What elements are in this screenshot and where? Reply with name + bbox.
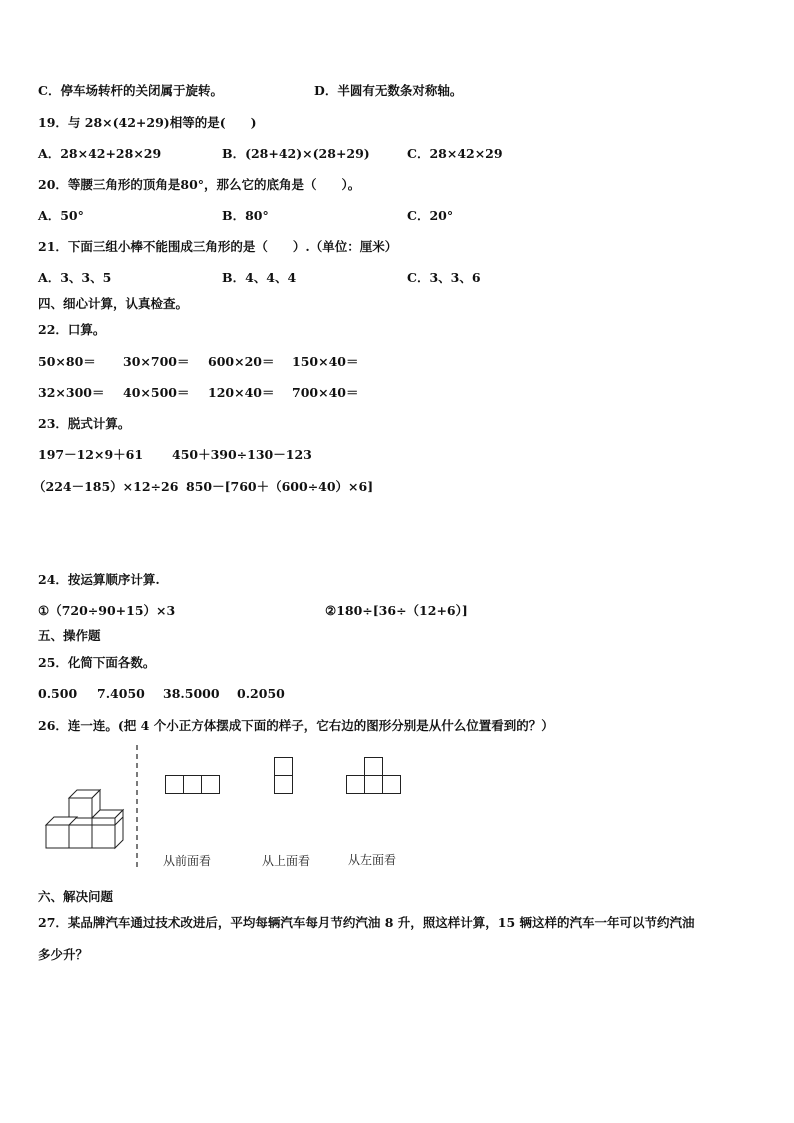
q23-item: 850－[760＋（600÷40）×6] — [186, 479, 374, 494]
q27-text-line-2: 多少升？ — [38, 947, 89, 962]
section-4-heading: 四、细心计算，认真检查。 — [38, 296, 189, 311]
q23-item: 450＋390÷130－123 — [172, 447, 312, 462]
q24-item-1: ①（720÷90+15）×3 — [38, 603, 176, 618]
q22-stem: 22．口算。 — [38, 322, 106, 337]
view-figure-2[interactable] — [274, 757, 294, 795]
q25-number: 0.500 — [38, 686, 78, 701]
q24-item-2: ②180÷[36÷（12+6）] — [325, 603, 468, 618]
q25-number: 7.4050 — [97, 686, 145, 701]
q22-item: 32×300＝ — [38, 385, 105, 400]
q20-stem: 20．等腰三角形的顶角是80°，那么它的底角是（ ）。 — [38, 177, 361, 192]
q21-option-a: A．3、3、5 — [38, 270, 112, 285]
q21-option-b: B．4、4、4 — [222, 270, 297, 285]
q20-option-a: A．50° — [38, 208, 84, 223]
q22-item: 700×40＝ — [292, 385, 359, 400]
q25-number: 38.5000 — [163, 686, 220, 701]
q22-item: 50×80＝ — [38, 354, 96, 369]
q23-item: （224－185）×12÷26 — [33, 479, 179, 494]
dashed-divider — [135, 745, 139, 867]
q25-number: 0.2050 — [237, 686, 285, 701]
view-figure-3[interactable] — [346, 757, 402, 795]
view-label-left[interactable]: 从左面看 — [348, 853, 397, 867]
q23-item: 197－12×9＋61 — [38, 447, 144, 462]
q19-option-a: A．28×42+28×29 — [38, 146, 162, 161]
q27-text-line-1: 27．某品牌汽车通过技术改进后，平均每辆汽车每月节约汽油 8 升，照这样计算，15 辆这样的汽车一年可以节约汽油 — [38, 915, 695, 930]
view-figure-1[interactable] — [165, 775, 221, 795]
view-label-front[interactable]: 从前面看 — [163, 854, 212, 868]
q20-option-c: C．20° — [407, 208, 454, 223]
cube-arrangement-figure — [44, 786, 144, 866]
q22-item: 40×500＝ — [123, 385, 190, 400]
q26-stem: 26．连一连。(把 4 个小正方体摆成下面的样子，它右边的图形分别是从什么位置看到的？） — [38, 718, 554, 733]
q19-stem: 19．与 28×(42+29)相等的是( ) — [38, 115, 257, 130]
q23-stem: 23．脱式计算。 — [38, 416, 131, 431]
q20-option-b: B．80° — [222, 208, 269, 223]
q21-stem: 21．下面三组小棒不能围成三角形的是（ ）.（单位：厘米） — [38, 239, 398, 254]
section-6-heading: 六、解决问题 — [38, 889, 114, 904]
q24-stem: 24．按运算顺序计算. — [38, 572, 160, 587]
q21-option-c: C．3、3、6 — [407, 270, 481, 285]
q22-item: 150×40＝ — [292, 354, 359, 369]
q22-item: 600×20＝ — [208, 354, 275, 369]
q25-stem: 25．化简下面各数。 — [38, 655, 156, 670]
q19-option-b: B．(28+42)×(28+29) — [222, 146, 370, 161]
q22-item: 120×40＝ — [208, 385, 275, 400]
q22-item: 30×700＝ — [123, 354, 190, 369]
section-5-heading: 五、操作题 — [38, 628, 101, 643]
q18-option-c: C．停车场转杆的关闭属于旋转。 — [38, 83, 223, 98]
view-label-top[interactable]: 从上面看 — [262, 854, 311, 868]
q18-option-d: D．半圆有无数条对称轴。 — [314, 83, 463, 98]
q19-option-c: C．28×42×29 — [407, 146, 503, 161]
